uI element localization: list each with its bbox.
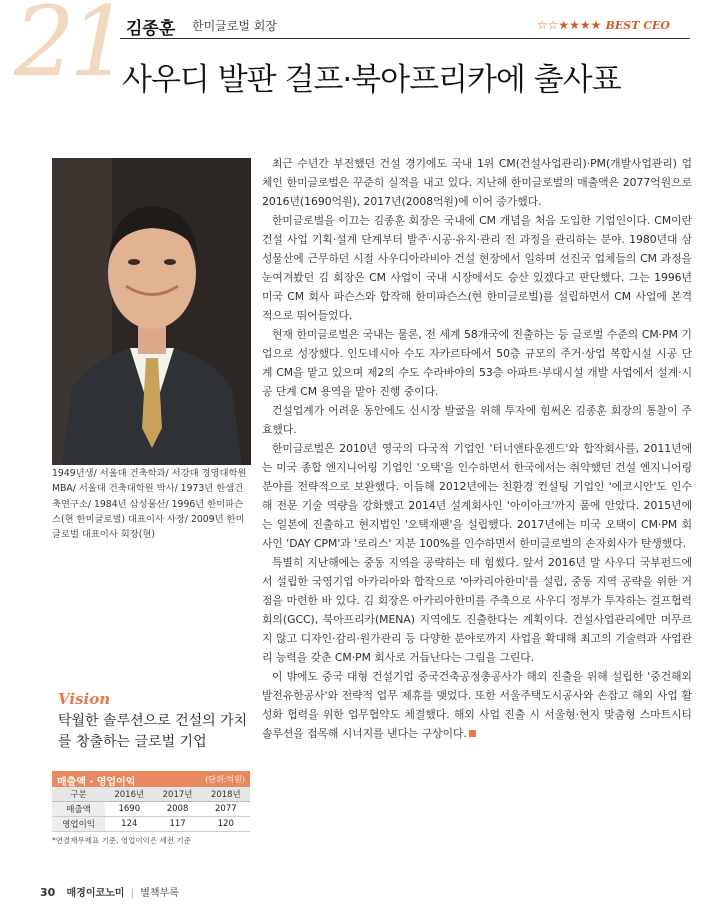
paragraph: 한미글로벌을 이끄는 김종훈 회장은 국내에 CM 개념을 처음 도입한 기업인이다. CM이란 건설 사업 기획·설계 단계부터 발주·시공·유지·관리 전 과정을 관리하는 분야. 1980년대 삼성물산에 근무하던 시절 사우디아라비아 건설 현장에서 일하며 선진국 업체들의 CM 과정을 눈여겨봤던 김 회장은 CM 사업이 국내 시장에서도 승산 있겠다고 판단했다. 그는 1996년 미국 CM 회사 파슨스와 합작해 한미파슨스(현 한미글로벌)를 설립하면서 CM 사업에 본격적으로 뛰어들었다.	[262, 214, 692, 322]
vision-text: 탁월한 솔루션으로 건설의 가치를 창출하는 글로벌 기업	[58, 713, 248, 750]
page-number: 30	[40, 886, 56, 899]
table-row-label: 영업이익	[52, 817, 105, 832]
paragraph: 특별히 지난해에는 중동 지역을 공략하는 데 힘썼다. 앞서 2016년 말 사우디 국부펀드에서 설립한 국영기업 아카리아와 합작으로 '아카리아한미'를 설립, 중동 지역 공략을 위한 거점을 마련한 바 있다. 김 회장은 아카리아한미를 주축으로 사우디 정부가 투자하는 걸프협력회의(GCC), 북아프리카(MENA) 지역에도 진출한다는 계획이다. 건설사업관리에만 머무르지 않고 디자인·감리·원가관리 등 다양한 분야로까지 사업을 확대해 최고의 기술력과 사업관리 능력을 갖춘 CM·PM 회사로 거듭난다는 그림을 그린다.	[262, 556, 692, 664]
table-unit: (단위:억원)	[205, 775, 245, 784]
table-row-label: 매출액	[52, 802, 105, 817]
article-body	[262, 154, 692, 743]
end-mark-icon	[469, 730, 476, 737]
magazine-name: 매경이코노미	[66, 888, 125, 899]
table-row	[52, 802, 250, 817]
portrait-photo	[52, 158, 251, 465]
profile-caption: 1949년생/ 서울대 건축학과/ 서강대 경영대학원 MBA/ 서울대 건축대학원 박사/ 1973년 한샘건축연구소/ 1984년 삼성물산/ 1996년 한미파슨스(현 한미글로벌) 대표이사 사장/ 2009년 한미글로벌 대표이사 회장(현)	[52, 468, 247, 541]
table-cell: 1690	[105, 802, 153, 817]
table-header-cell: 2016년	[105, 787, 153, 802]
paragraph: 최근 수년간 부진했던 건설 경기에도 국내 1위 CM(건설사업관리)·PM(개발사업관리) 업체인 한미글로벌은 꾸준히 실적을 내고 있다. 지난해 한미글로벌의 매출액은 2077억원으로 2016년(1690억원), 2017년(2008억원)에 이어 증가했다.	[262, 157, 692, 208]
table-cell: 2008	[153, 802, 201, 817]
table-cell: 117	[153, 817, 201, 832]
issue-label: 별책부록	[140, 888, 179, 899]
name-bar	[120, 12, 690, 39]
rank-number: 21	[14, 0, 125, 98]
page-footer	[40, 884, 179, 899]
financial-table	[52, 771, 250, 846]
vision-label: Vision	[58, 690, 111, 708]
paragraph: 건설업계가 어려운 동안에도 신시장 발굴을 위해 투자에 힘써온 김종훈 회장의 통찰이 주효했다.	[262, 404, 692, 436]
table-note: *연결재무제표 기준, 영업이익은 세전 기준	[52, 836, 191, 845]
paragraph: 한미글로벌은 2010년 영국의 다국적 기업인 '터너앤타운젠드'와 합작회사를, 2011년에는 미국 종합 엔지니어링 기업인 '오택'을 인수하면서 한국에서는 취약했던 건설 엔지니어링 분야를 전략적으로 보완했다. 이듬해 2012년에는 친환경 컨설팅 기업인 '에코시안'도 인수해 전문 기술 역량을 강화했고 2014년 설계회사인 '아이아크'까지 품에 안았다. 2015년에는 일본에 진출하고 현지법인 '오택재팬'을 설립했다. 2017년에는 미국 오택이 CM·PM 회사인 'DAY CPM'과 '로리스' 지분 100%를 인수하면서 한미글로벌의 손자회사가 탄생했다.	[262, 442, 692, 550]
financial-data-table	[52, 787, 250, 832]
table-row	[52, 817, 250, 832]
last-paragraph	[262, 667, 692, 743]
table-header-cell: 2018년	[202, 787, 250, 802]
rating-stars	[537, 18, 670, 32]
paragraph: 현재 한미글로벌은 국내는 물론, 전 세계 58개국에 진출하는 등 글로벌 수준의 CM·PM 기업으로 성장했다. 인도네시아 수도 자카르타에서 50층 규모의 주거·상업 복합시설 시공 단계 CM을 맡고 있으며 제2의 수도 수라바야의 53층 아파트·부대시설 개발 사업에서 설계·시공 단계 CM 용역을 맡아 진행 중이다.	[262, 328, 692, 398]
table-cell: 120	[202, 817, 250, 832]
table-title-bar	[52, 771, 250, 787]
table-title: 매출액 · 영업이익	[57, 777, 136, 788]
best-ceo-label: BEST CEO	[605, 19, 670, 32]
footer-separator: |	[130, 888, 135, 899]
table-cell: 2077	[202, 802, 250, 817]
table-header-row	[52, 787, 250, 802]
portrait-illustration	[52, 158, 251, 465]
paragraph-text: 이 밖에도 중국 대형 건설기업 중국건축공정총공사가 해외 진출을 위해 설립한 '중건해외발전유한공사'와 전략적 업무 제휴를 맺었다. 또한 서울주택도시공사와 손잡고 해외 사업 활성화 협력을 위한 업무협약도 체결했다. 해외 사업 진출 시 서울형·현지 맞춤형 스마트시티 솔루션을 접목해 시너지를 낸다는 구상이다.	[262, 670, 692, 740]
table-header-cell: 구분	[52, 787, 105, 802]
headline: 사우디 발판 걸프·북아프리카에 출사표	[122, 62, 621, 98]
ceo-title: 한미글로벌 회장	[192, 19, 277, 33]
stars-icon: ☆☆★★★★	[536, 18, 602, 32]
table-header-cell: 2017년	[153, 787, 201, 802]
ceo-name: 김종훈	[126, 19, 176, 39]
table-cell: 124	[105, 817, 153, 832]
